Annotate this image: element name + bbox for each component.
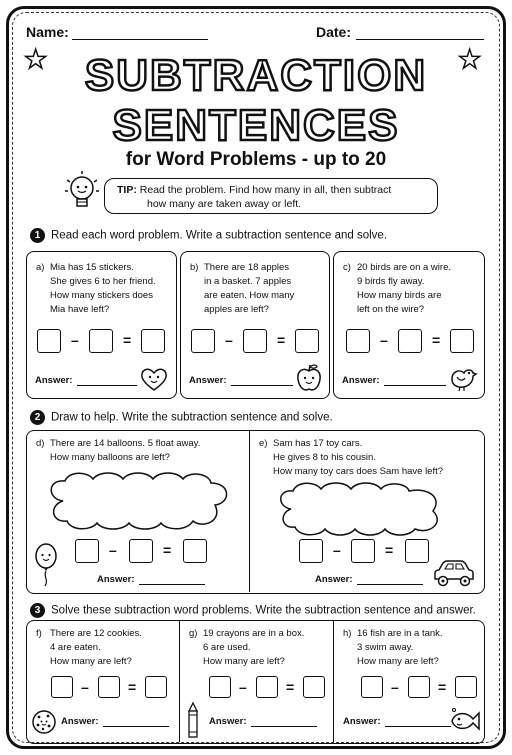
- answer-box[interactable]: [303, 676, 325, 698]
- tip-label: TIP:: [117, 184, 137, 196]
- problem-line: How many are left?: [50, 656, 132, 667]
- apple-icon: [295, 362, 323, 394]
- answer-line: [315, 574, 423, 585]
- problem-letter: f): [36, 628, 42, 639]
- lightbulb-icon: [64, 170, 100, 218]
- worksheet-subtitle: for Word Problems - up to 20: [125, 149, 387, 170]
- section-3-heading: [30, 603, 476, 618]
- answer-label: Answer:: [343, 716, 381, 727]
- card-divider: [333, 621, 334, 742]
- problem-line: 19 crayons are in a box.: [203, 628, 305, 639]
- draw-problems-card: [26, 430, 485, 594]
- answer-box[interactable]: [191, 329, 215, 353]
- header-row: [26, 24, 486, 44]
- section-3-number: 3: [30, 603, 45, 618]
- problem-line: There are 12 cookies.: [50, 628, 142, 639]
- answer-box[interactable]: [450, 329, 474, 353]
- answer-box[interactable]: [89, 329, 113, 353]
- answer-label: Answer:: [189, 375, 227, 386]
- equation-row: [75, 539, 215, 563]
- fish-icon: [449, 707, 481, 735]
- problem-line: apples are left?: [204, 304, 269, 315]
- answer-label: Answer:: [97, 574, 135, 585]
- problem-line: How many birds are: [357, 290, 442, 301]
- problem-line: She gives 6 to her friend.: [50, 276, 156, 287]
- answer-box[interactable]: [351, 539, 375, 563]
- answer-box[interactable]: [183, 539, 207, 563]
- problem-line: 9 birds fly away.: [357, 276, 425, 287]
- problem-line: 3 swim away.: [357, 642, 414, 653]
- problem-line: How many toy cars does Sam have left?: [273, 466, 444, 477]
- problem-card-a: [26, 251, 177, 399]
- minus-sign: –: [239, 679, 247, 695]
- problem-line: How many balloons are left?: [50, 452, 170, 463]
- answer-box[interactable]: [361, 676, 383, 698]
- answer-field[interactable]: [231, 376, 293, 386]
- problem-line: 6 are used.: [203, 642, 251, 653]
- section-2-number: 2: [30, 410, 45, 425]
- answer-label: Answer:: [61, 716, 99, 727]
- answer-field[interactable]: [384, 376, 446, 386]
- minus-sign: –: [225, 332, 233, 348]
- problem-line: left on the wire?: [357, 304, 425, 315]
- name-label: Name:: [26, 24, 69, 40]
- answer-box[interactable]: [209, 676, 231, 698]
- star-icon: ★: [24, 44, 48, 74]
- tip-text-2: how many are taken away or left.: [147, 198, 302, 210]
- problem-card-c: [333, 251, 485, 399]
- problem-line: Mia have left?: [50, 304, 110, 315]
- problem-card-b: [180, 251, 330, 399]
- equals-sign: =: [438, 679, 447, 695]
- answer-box[interactable]: [405, 539, 429, 563]
- equals-sign: =: [286, 679, 295, 695]
- answer-field[interactable]: [139, 575, 205, 585]
- answer-label: Answer:: [315, 574, 353, 585]
- problem-line: There are 14 balloons. 5 float away.: [50, 438, 201, 449]
- tip-text-1: Read the problem. Find how many in all, then subtract: [139, 184, 392, 196]
- answer-label: Answer:: [35, 375, 73, 386]
- problem-line: How many are left?: [357, 656, 439, 667]
- heart-icon: [139, 365, 169, 393]
- problem-line: in a basket. 7 apples: [204, 276, 292, 287]
- problem-letter: d): [36, 438, 45, 449]
- equation-row: [37, 329, 167, 353]
- equation-row: [361, 676, 481, 700]
- minus-sign: –: [380, 332, 388, 348]
- equation-row: [299, 539, 439, 563]
- answer-label: Answer:: [342, 375, 380, 386]
- minus-sign: –: [333, 542, 341, 558]
- answer-line: [343, 716, 451, 727]
- section-2-text: Draw to help. Write the subtraction sentence and solve.: [51, 411, 333, 424]
- minus-sign: –: [81, 679, 89, 695]
- equals-sign: =: [163, 542, 172, 558]
- equation-row: [209, 676, 329, 700]
- problem-line: 20 birds are on a wire.: [357, 262, 451, 273]
- answer-field[interactable]: [357, 575, 423, 585]
- equation-row: [346, 329, 476, 353]
- section-3-text: Solve these subtraction word problems. Write the subtraction sentence and answer.: [51, 604, 476, 617]
- card-divider: [249, 431, 250, 592]
- problem-letter: e): [259, 438, 268, 449]
- answer-box[interactable]: [346, 329, 370, 353]
- answer-box[interactable]: [243, 329, 267, 353]
- answer-box[interactable]: [299, 539, 323, 563]
- answer-field[interactable]: [77, 376, 137, 386]
- title-line-1: SUBTRACTION: [84, 51, 428, 100]
- equation-row: [51, 676, 171, 700]
- answer-field[interactable]: [251, 717, 317, 727]
- minus-sign: –: [109, 542, 117, 558]
- problem-letter: h): [343, 628, 352, 639]
- date-label: Date:: [316, 24, 352, 40]
- problem-letter: g): [189, 628, 198, 639]
- crayon-icon: [185, 701, 201, 741]
- answer-box[interactable]: [75, 539, 99, 563]
- equals-sign: =: [128, 679, 137, 695]
- problem-line: How many stickers does: [50, 290, 153, 301]
- tip-box: [104, 178, 438, 214]
- answer-box[interactable]: [256, 676, 278, 698]
- answer-line: [342, 375, 446, 386]
- star-icon: ★: [458, 44, 482, 74]
- problem-line: 4 are eaten.: [50, 642, 101, 653]
- problem-line: There are 18 apples: [204, 262, 290, 273]
- section-2-heading: [30, 410, 333, 425]
- bird-icon: [446, 362, 478, 392]
- answer-line: [97, 574, 205, 585]
- problem-line: He gives 8 to his cousin.: [273, 452, 376, 463]
- answer-box[interactable]: [51, 676, 73, 698]
- equals-sign: =: [277, 332, 286, 348]
- answer-line: [35, 375, 137, 386]
- balloon-icon: [33, 543, 59, 587]
- name-field[interactable]: [72, 39, 208, 40]
- title-line-2: SENTENCES: [112, 101, 400, 148]
- answer-box[interactable]: [398, 329, 422, 353]
- answer-box[interactable]: [145, 676, 167, 698]
- solve-problems-card: [26, 620, 485, 744]
- equals-sign: =: [385, 542, 394, 558]
- date-field[interactable]: [356, 39, 484, 40]
- section-1-heading: [30, 228, 387, 243]
- problem-letter: c): [343, 262, 351, 273]
- cookie-icon: [31, 709, 57, 735]
- answer-box[interactable]: [129, 539, 153, 563]
- answer-box[interactable]: [98, 676, 120, 698]
- answer-line: [209, 716, 317, 727]
- answer-field[interactable]: [103, 717, 169, 727]
- car-icon: [432, 559, 476, 589]
- equation-row: [191, 329, 321, 353]
- problem-line: 16 fish are in a tank.: [357, 628, 443, 639]
- problem-letter: b): [190, 262, 199, 273]
- section-1-number: 1: [30, 228, 45, 243]
- answer-field[interactable]: [385, 717, 451, 727]
- equals-sign: =: [432, 332, 441, 348]
- section-1-text: Read each word problem. Write a subtraction sentence and solve.: [51, 229, 388, 242]
- answer-box[interactable]: [455, 676, 477, 698]
- minus-sign: –: [71, 332, 79, 348]
- answer-box[interactable]: [141, 329, 165, 353]
- minus-sign: –: [391, 679, 399, 695]
- problem-letter: a): [36, 262, 45, 273]
- answer-box[interactable]: [408, 676, 430, 698]
- worksheet-title: [60, 48, 452, 148]
- answer-label: Answer:: [209, 716, 247, 727]
- drawing-cloud[interactable]: [43, 471, 233, 531]
- card-divider: [179, 621, 180, 742]
- equals-sign: =: [123, 332, 132, 348]
- problem-line: Mia has 15 stickers.: [50, 262, 134, 273]
- answer-box[interactable]: [295, 329, 319, 353]
- problem-line: are eaten. How many: [204, 290, 295, 301]
- answer-line: [189, 375, 293, 386]
- answer-line: [61, 716, 169, 727]
- answer-box[interactable]: [37, 329, 61, 353]
- problem-line: How many are left?: [203, 656, 285, 667]
- problem-line: Sam has 17 toy cars.: [273, 438, 363, 449]
- drawing-cloud[interactable]: [273, 481, 449, 537]
